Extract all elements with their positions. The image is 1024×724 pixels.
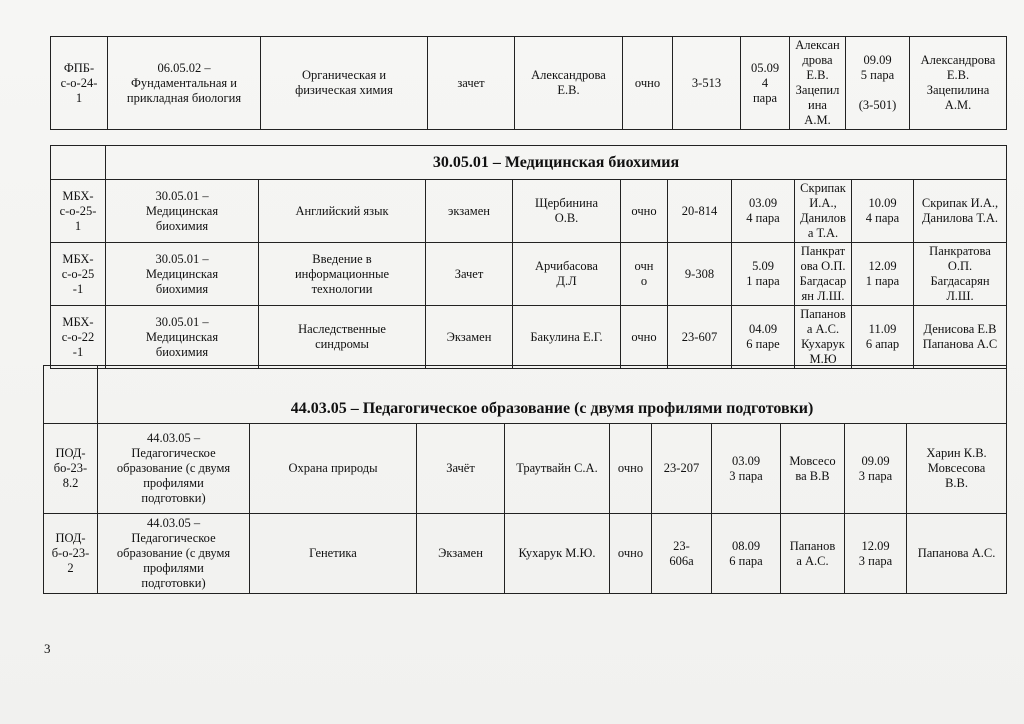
program-name: 30.05.01 – Медицинская биохимия [106, 180, 259, 243]
exam-form: зачет [428, 37, 515, 130]
first-date: 5.09 1 пара [732, 243, 795, 306]
table-row [44, 424, 1007, 514]
group-code: ФПБ- с-о-24- 1 [51, 37, 108, 130]
section-title: 44.03.05 – Педагогическое образование (с двумя профилями подготовки) [98, 366, 1007, 424]
second-commission: Харин К.В. Мовсесова В.В. [907, 424, 1007, 514]
first-commission: Папанов а А.С. [781, 514, 845, 594]
room: 23-207 [652, 424, 712, 514]
room: 20-814 [668, 180, 732, 243]
teacher: Щербинина О.В. [513, 180, 621, 243]
second-commission: Скрипак И.А., Данилова Т.А. [914, 180, 1007, 243]
table-row [51, 306, 1007, 369]
program-name: 44.03.05 – Педагогическое образование (с двумя профилями подготовки) [98, 424, 250, 514]
study-form: очно [621, 180, 668, 243]
discipline: Наследственные синдромы [259, 306, 426, 369]
page-number: 3 [44, 641, 51, 656]
second-date: 09.09 3 пара [845, 424, 907, 514]
group-code: ПОД- б-о-23- 2 [44, 514, 98, 594]
first-commission: Мовсесо ва В.В [781, 424, 845, 514]
second-date: 12.09 3 пара [845, 514, 907, 594]
discipline: Генетика [250, 514, 417, 594]
section-header-row [44, 366, 1007, 424]
exam-table-biochem [50, 145, 1007, 369]
table-row [51, 243, 1007, 306]
second-date: 11.09 6 апар [852, 306, 914, 369]
study-form: очно [610, 514, 652, 594]
study-form: очн о [621, 243, 668, 306]
study-form: очно [623, 37, 673, 130]
room: 9-308 [668, 243, 732, 306]
group-code: ПОД- бо-23- 8.2 [44, 424, 98, 514]
teacher: Арчибасова Д.Л [513, 243, 621, 306]
first-commission: Панкрат ова О.П. Багдасар ян Л.Ш. [795, 243, 852, 306]
first-date: 03.09 4 пара [732, 180, 795, 243]
group-code: МБХ- с-о-25- 1 [51, 180, 106, 243]
section-title: 30.05.01 – Медицинская биохимия [106, 146, 1007, 180]
first-commission: Скрипак И.А., Данилов а Т.А. [795, 180, 852, 243]
first-date: 08.09 6 пара [712, 514, 781, 594]
table-row [51, 180, 1007, 243]
program-name: 06.05.02 – Фундаментальная и прикладная биология [108, 37, 261, 130]
teacher: Александрова Е.В. [515, 37, 623, 130]
exam-form: Зачет [426, 243, 513, 306]
second-commission: Папанова А.С. [907, 514, 1007, 594]
table-row [44, 514, 1007, 594]
study-form: очно [621, 306, 668, 369]
exam-form: Зачёт [417, 424, 505, 514]
second-commission: Александрова Е.В. Зацепилина А.М. [910, 37, 1007, 130]
first-commission: Алексан дрова Е.В. Зацепил ина А.М. [790, 37, 846, 130]
first-commission: Папанов а А.С. Кухарук М.Ю [795, 306, 852, 369]
discipline: Английский язык [259, 180, 426, 243]
group-code: МБХ- с-о-25 -1 [51, 243, 106, 306]
program-name: 44.03.05 – Педагогическое образование (с двумя профилями подготовки) [98, 514, 250, 594]
exam-form: экзамен [426, 180, 513, 243]
room: 23- 606а [652, 514, 712, 594]
teacher: Бакулина Е.Г. [513, 306, 621, 369]
teacher: Кухарук М.Ю. [505, 514, 610, 594]
teacher: Траутвайн С.А. [505, 424, 610, 514]
first-date: 05.09 4 пара [741, 37, 790, 130]
room: 3-513 [673, 37, 741, 130]
study-form: очно [610, 424, 652, 514]
exam-form: Экзамен [426, 306, 513, 369]
first-date: 04.09 6 паре [732, 306, 795, 369]
exam-table-fpb [50, 36, 1007, 130]
second-date: 09.09 5 пара (3-501) [846, 37, 910, 130]
second-commission: Панкратова О.П. Багдасарян Л.Ш. [914, 243, 1007, 306]
program-name: 30.05.01 – Медицинская биохимия [106, 243, 259, 306]
section-spacer [51, 146, 106, 180]
table-row [51, 37, 1007, 130]
discipline: Органическая и физическая химия [261, 37, 428, 130]
exam-table-pedagogy [43, 365, 1007, 594]
discipline: Введение в информационные технологии [259, 243, 426, 306]
section-header-row [51, 146, 1007, 180]
second-commission: Денисова Е.В Папанова А.С [914, 306, 1007, 369]
program-name: 30.05.01 – Медицинская биохимия [106, 306, 259, 369]
first-date: 03.09 3 пара [712, 424, 781, 514]
discipline: Охрана природы [250, 424, 417, 514]
section-spacer [44, 366, 98, 424]
room: 23-607 [668, 306, 732, 369]
second-date: 10.09 4 пара [852, 180, 914, 243]
group-code: МБХ- с-о-22 -1 [51, 306, 106, 369]
second-date: 12.09 1 пара [852, 243, 914, 306]
exam-form: Экзамен [417, 514, 505, 594]
